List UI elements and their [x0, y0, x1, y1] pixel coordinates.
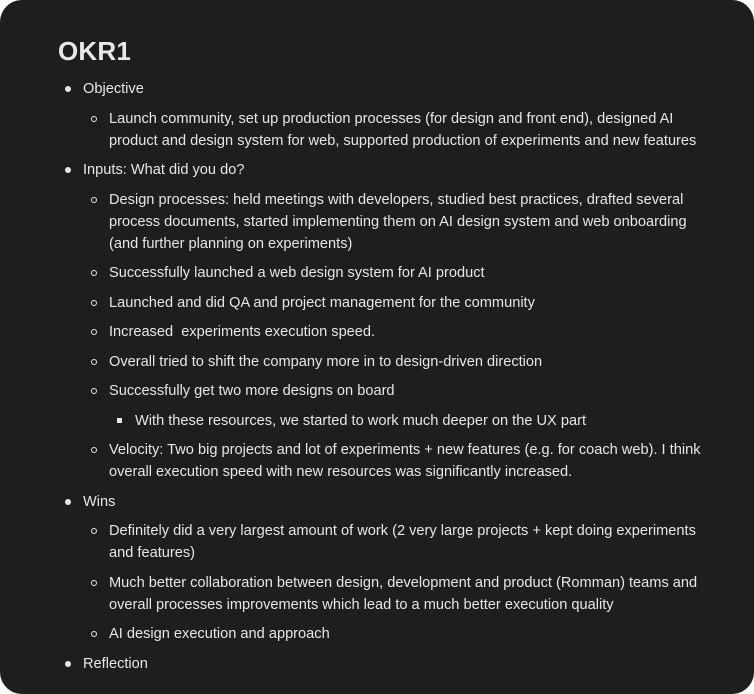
section-label: Reflection — [83, 655, 148, 672]
section-label: Wins — [83, 493, 116, 510]
list-item: Increased experiments execution speed. — [83, 321, 718, 343]
section-objective — [58, 78, 718, 152]
circle-bullet-icon — [91, 580, 97, 586]
nested-list — [109, 410, 718, 432]
circle-bullet-icon — [91, 197, 97, 203]
wins-list — [83, 520, 718, 645]
square-bullet-icon — [117, 418, 122, 423]
circle-bullet-icon — [91, 359, 97, 365]
list-item: Overall tried to shift the company more in to design-driven direction — [83, 351, 718, 373]
circle-bullet-icon — [91, 300, 97, 306]
list-item: Definitely did a very largest amount of work (2 very large projects + kept doing experiments and features) — [83, 520, 718, 564]
list-item: Successfully get two more designs on board With these resources, we started to work much deeper on the UX part — [83, 380, 718, 432]
circle-bullet-icon — [91, 528, 97, 534]
section-label: Inputs: What did you do? — [83, 162, 245, 178]
inputs-list — [83, 189, 718, 484]
circle-bullet-icon — [91, 329, 97, 335]
section-wins — [58, 491, 718, 646]
disc-bullet-icon — [65, 661, 71, 667]
section-inputs — [58, 159, 718, 483]
okr-list — [58, 78, 718, 675]
disc-bullet-icon — [65, 86, 71, 92]
document-body — [58, 78, 718, 682]
list-item: With these resources, we started to work much deeper on the UX part — [109, 410, 718, 432]
list-item: Velocity: Two big projects and lot of experiments + new features (e.g. for coach web). I think overall execution speed with new resources was significantly increased. — [83, 439, 718, 483]
objective-list — [83, 108, 718, 152]
circle-bullet-icon — [91, 388, 97, 394]
list-item: Successfully launched a web design system for AI product — [83, 262, 718, 284]
page-title: OKR1 — [58, 36, 132, 66]
list-item: Design processes: held meetings with developers, studied best practices, drafted several process documents, started implementing them on AI design system and web onboarding (and further planning on experiments) — [83, 189, 718, 255]
list-item: AI design execution and approach — [83, 623, 718, 645]
circle-bullet-icon — [91, 447, 97, 453]
section-label: Objective — [83, 81, 144, 97]
circle-bullet-icon — [91, 631, 97, 637]
circle-bullet-icon — [91, 116, 97, 122]
list-item: Launch community, set up production processes (for design and front end), designed AI product and design system for web, supported production of experiments and new features — [83, 108, 718, 152]
section-reflection — [58, 653, 718, 675]
circle-bullet-icon — [91, 270, 97, 276]
disc-bullet-icon — [65, 167, 71, 173]
list-item: Launched and did QA and project management for the community — [83, 292, 718, 314]
disc-bullet-icon — [65, 499, 71, 505]
list-item: Much better collaboration between design, development and product (Romman) teams and overall processes improvements which lead to a much better execution quality — [83, 572, 718, 616]
